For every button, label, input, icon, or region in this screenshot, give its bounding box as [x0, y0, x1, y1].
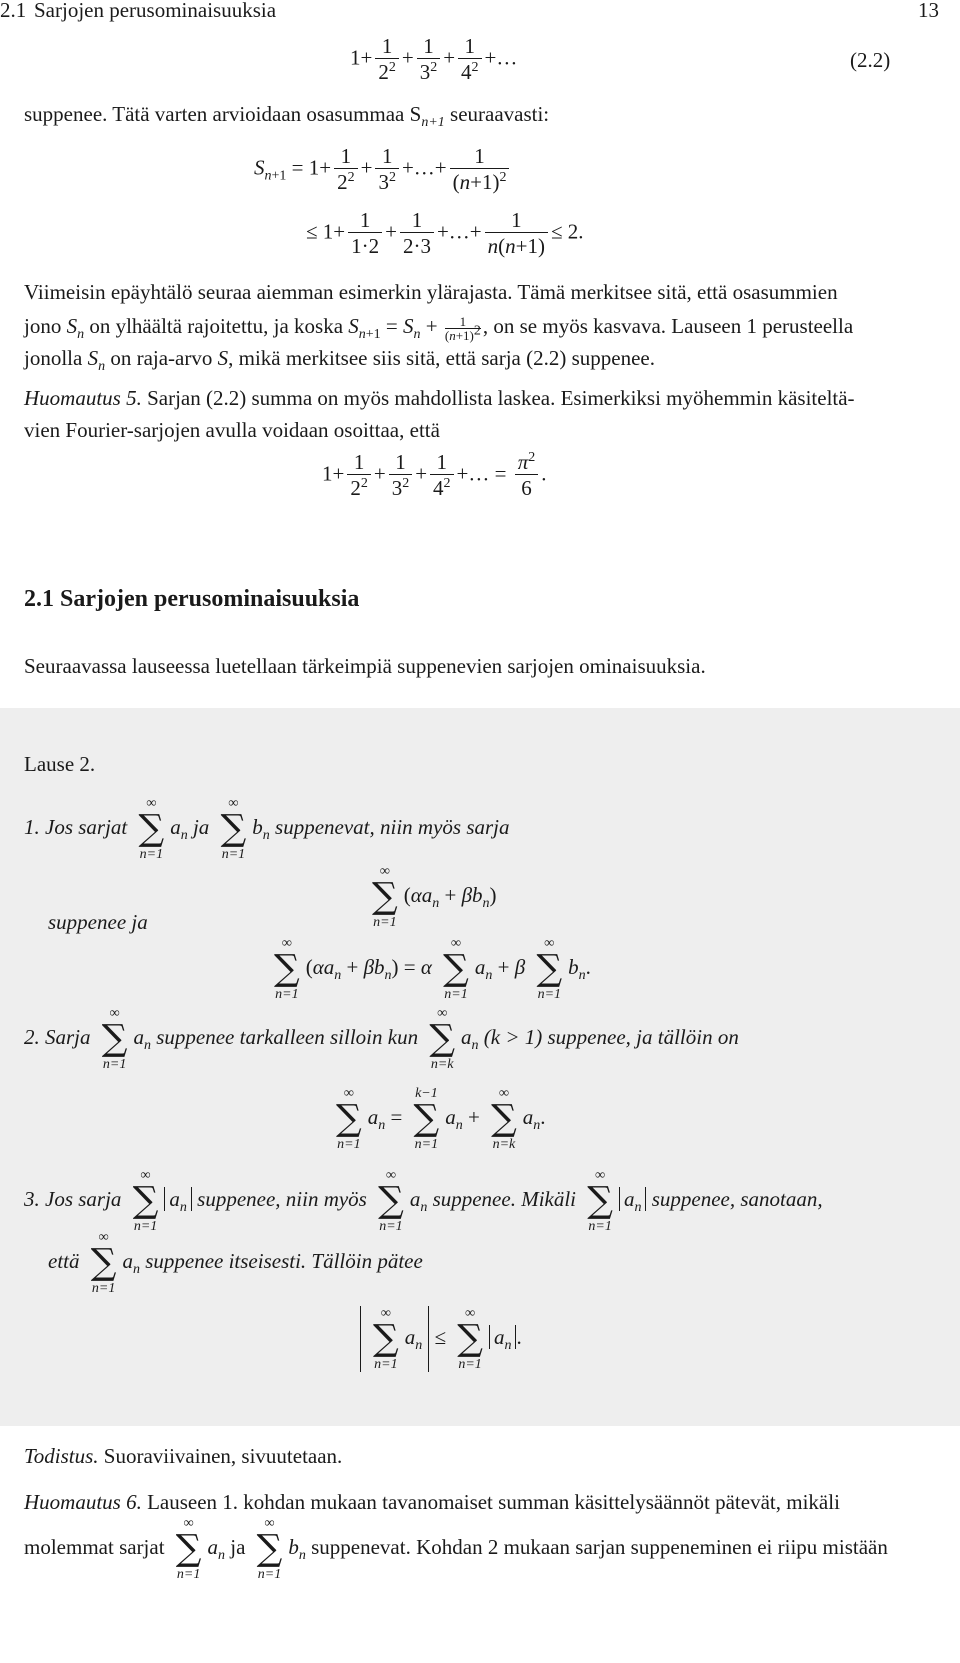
remark-5-label: Huomautus 5. — [24, 386, 142, 410]
equation-basel: 1+ $\frac{1}{2^2}$ + $\frac{1}{3^2}$ + $\frac{1}{4^2}$ +… = $\frac{\pi^2}{6}$ . — [322, 450, 547, 500]
remark-6-line-2: molemmat sarjat ∞ ∑ n=1 $a_n$ ja ∞ ∑ n=1 $b_n$ suppenevat. Kohdan 2 mukaan sarjan suppeneminen ei riipu mistään — [24, 1516, 888, 1582]
theorem-item-3: 3. Jos sarja ∞ ∑ n=1 $a_n$ suppenee, niin myös ∞ ∑ n=1 $a_n$ suppenee. Mikäli ∞ ∑ n=1 $a_n$ suppenee, sanotaan, — [24, 1168, 823, 1234]
proof: Todistus. Suoraviivainen, sivuutetaan. — [24, 1444, 343, 1468]
theorem-item-1: 1. Jos sarjat ∞ ∑ n=1 $a_n$ ja ∞ ∑ n=1 $b_n$ suppenevat, niin myös sarja — [24, 796, 510, 862]
remark-5: Huomautus 5. Sarjan (2.2) summa on myös mahdollista laskea. Esimerkiksi myöhemmin käsiteltä- vien Fourier-sarjojen avulla voidaan osoittaa, että — [24, 386, 855, 442]
remark-6-label: Huomautus 6. — [24, 1490, 142, 1514]
equation-triangle-inequality: ∞ ∑ n=1 $a_n$ ≤ ∞ ∑ n=1 $a_n$ . — [360, 1306, 522, 1372]
proof-label: Todistus. — [24, 1444, 99, 1468]
theorem-item-1-cont: suppenee ja — [48, 910, 148, 934]
equation-2-2: 1+ $\frac{1}{2^2}$ + $\frac{1}{3^2}$ + $\frac{1}{4^2}$ +… — [350, 34, 518, 84]
header-section-number: 2.1 — [0, 0, 27, 22]
theorem-item-2: 2. Sarja ∞ ∑ n=1 $a_n$ suppenee tarkalleen silloin kun ∞ ∑ n=k $a_n$ (k > 1) suppenee, ja tällöin on — [24, 1006, 739, 1072]
equation-linear-combination: ∞ ∑ n=1 $(\alpha a_n + \beta b_n)$ — [372, 864, 497, 930]
remark-6: Huomautus 6. Lauseen 1. kohdan mukaan tavanomaiset summan käsittelysäännöt pätevät, mikäli — [24, 1490, 840, 1514]
running-header — [0, 0, 960, 26]
paragraph-monotone-bounded: Viimeisin epäyhtälö seuraa aiemman esimerkin ylärajasta. Tämä merkitsee sitä, että osasummien jono $S_n$ on ylhäältä rajoitettu, ja koska $S_{n+1} = S_n$ + $\frac{1}{(n+1)^2}$ , on se myös kasvava. Lauseen 1 perusteella jonolla $S_n$ on raja-arvo S, mikä merkitsee siis sitä, että sarja (2.2) suppenee. — [24, 280, 854, 375]
equation-upper-bound: ≤ 1+ $\frac{1}{1\cdot 2}$ + $\frac{1}{2\cdot 3}$ +…+ $\frac{1}{n(n+1)}$ ≤ 2. — [306, 208, 584, 258]
header-title: Sarjojen perusominaisuuksia — [34, 0, 277, 22]
equation-tag: (2.2) — [850, 48, 891, 72]
theorem-title: Lause 2. — [24, 752, 96, 776]
paragraph-partial-sum: suppenee. Tätä varten arvioidaan osasummaa $S_{n+1}$ seuraavasti: — [24, 102, 550, 131]
equation-partial-sum: $S_{n+1} = 1+$ $\frac{1}{2^2}$ + $\frac{1}{3^2}$ +…+ $\frac{1}{(n+1)^2}$ — [254, 144, 512, 195]
equation-tail-split: ∞ ∑ n=1 $a_n$ = k−1 ∑ n=1 $a_n$ + ∞ ∑ n=k $a_n$. — [336, 1086, 546, 1152]
theorem-item-3-cont: että ∞ ∑ n=1 $a_n$ suppenee itseisesti. Tällöin pätee — [48, 1230, 423, 1296]
equation-linearity: ∞ ∑ n=1 $(\alpha a_n + \beta b_n) = \alpha$ ∞ ∑ n=1 $a_n + \beta$ ∞ ∑ n=1 $b_n$. — [274, 936, 591, 1002]
page-number: 13 — [918, 0, 939, 22]
section-heading: 2.1 Sarjojen perusominaisuuksia — [24, 586, 360, 612]
section-intro: Seuraavassa lauseessa luetellaan tärkeimpiä suppenevien sarjojen ominaisuuksia. — [24, 654, 706, 678]
